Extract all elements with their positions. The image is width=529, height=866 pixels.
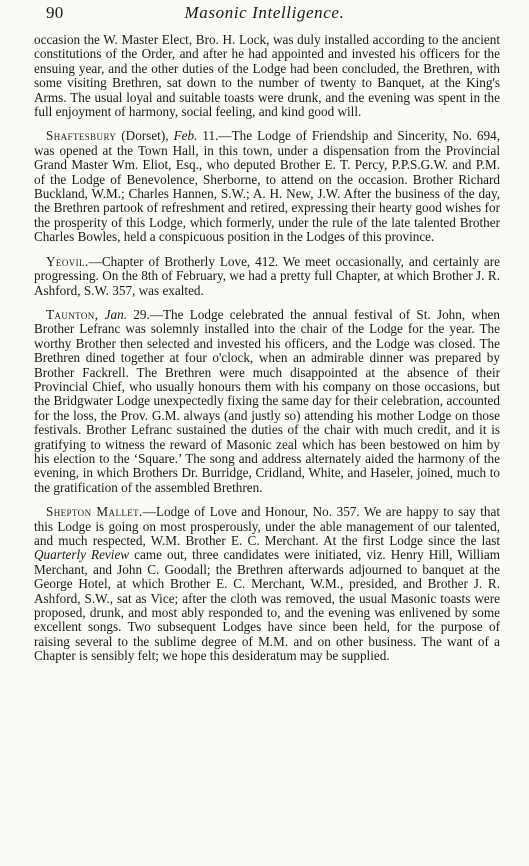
page-header	[0, 0, 529, 30]
date-label: Feb.	[173, 128, 198, 144]
paragraph-yeovil	[34, 255, 500, 298]
place-qualifier: (Dorset),	[116, 128, 174, 144]
paragraph-text: —Chapter of Brotherly Love, 412. We meet occasionally, and certainly are progressing. On the 8th of February, we had a pretty full Chapter, at which Brother J. R. Ashford, S.W. 357, was exalted.	[34, 253, 500, 298]
paragraph-taunton	[34, 308, 500, 495]
publication-title: Quarterly Review	[34, 547, 130, 563]
paragraph-installation	[34, 33, 500, 119]
place-heading: Taunton,	[46, 306, 99, 322]
date-label: Jan.	[104, 306, 128, 322]
page-body	[34, 33, 500, 674]
paragraph-text: occasion the W. Master Elect, Bro. H. Lock, was duly installed according to the ancient constitutions of the Order, and after he had appointed and invested his officers for the ensuing year, and the other duties of the Lodge had been concluded, the Brethren, with some visiting Brethren, sat down to the number of twenty to Banquet, at the King's Arms. The usual loyal and suitable toasts were drunk, and the evening was spent in the full enjoyment of harmony, social feeling, and kind good will.	[34, 32, 500, 120]
running-title: Masonic Intelligence.	[184, 3, 345, 22]
paragraph-shepton-mallet	[34, 505, 500, 663]
paragraph-text-continued: came out, three candidates were initiated, viz. Henry Hill, William Merchant, and John C. Goodall; the Brethren afterwards adjourned to banquet at the George Hotel, at which Brother E. C. Merchant, W.M., presided, and Brother J. R. Ashford, S.W., sat as Vice; after the cloth was removed, the usual Masonic toasts were proposed, drunk, and most ably responded to, and the evening was enlivened by some excellent songs. Two subsequent Lodges have since been held, for the purpose of raising several to the sublime degree of M.M. and on other business. The want of a Chapter is sensibly felt; we hope this desideratum may be supplied.	[34, 547, 500, 664]
place-heading: Yeovil.	[46, 253, 89, 269]
paragraph-text: 11.—The Lodge of Friendship and Sincerity, No. 694, was opened at the Town Hall, in this town, under a dispensation from the Provincial Grand Master Wm. Eliot, Esq., who deputed Brother E. T. Percy, P.P.S.G.W. and P.M. of the Lodge of Benevolence, Sherborne, to attend on the occasion. Brother Richard Buckland, W.M.; Charles Hannen, S.W.; A. H. New, J.W. After the business of the day, the Brethren partook of refreshment and retired, expressing their hearty good wishes for the prosperity of this Lodge, which formerly, under the rule of the late talented Brother Charles Bowles, held a conspicuous position in the Lodges of this province.	[34, 128, 500, 245]
page-number: 90	[46, 3, 64, 22]
paragraph-text: —Lodge of Love and Honour, No. 357. We are happy to say that this Lodge is going on most prosperously, under the able management of our talented, and much respected, W.M. Brother E. C. Merchant. At the first Lodge since the last	[34, 504, 500, 548]
place-heading: Shepton Mallet.	[46, 504, 143, 520]
paragraph-shaftesbury	[34, 129, 500, 244]
paragraph-text: 29.—The Lodge celebrated the annual festival of St. John, when Brother Lefranc was solemnly installed into the chair of the Lodge for the year. The worthy Brother then selected and invested his officers, and the Lodge was closed. The Brethren dined together at four o'clock, when an admirable dinner was prepared by Brother Fackrell. The Brethren were much disappointed at the absence of their Provincial Chief, who usually honours them with his company on those occasions, but the Bridgwater Lodge unexpectedly fixing the same day for their celebration, accounted for the loss, the Prov. G.M. always (and justly so) attending his mother Lodge on those festivals. Brother Lefranc sustained the duties of the chair with much credit, and it is gratifying to witness the reward of Masonic zeal which has been bestowed on him by his election to the ‘Square.’ The song and address alternately aided the harmony of the evening, in which Brothers Dr. Burridge, Cridland, White, and Haseler, joined, much to the gratification of the assembled Brethren.	[34, 306, 500, 495]
place-heading: Shaftesbury	[46, 128, 117, 144]
